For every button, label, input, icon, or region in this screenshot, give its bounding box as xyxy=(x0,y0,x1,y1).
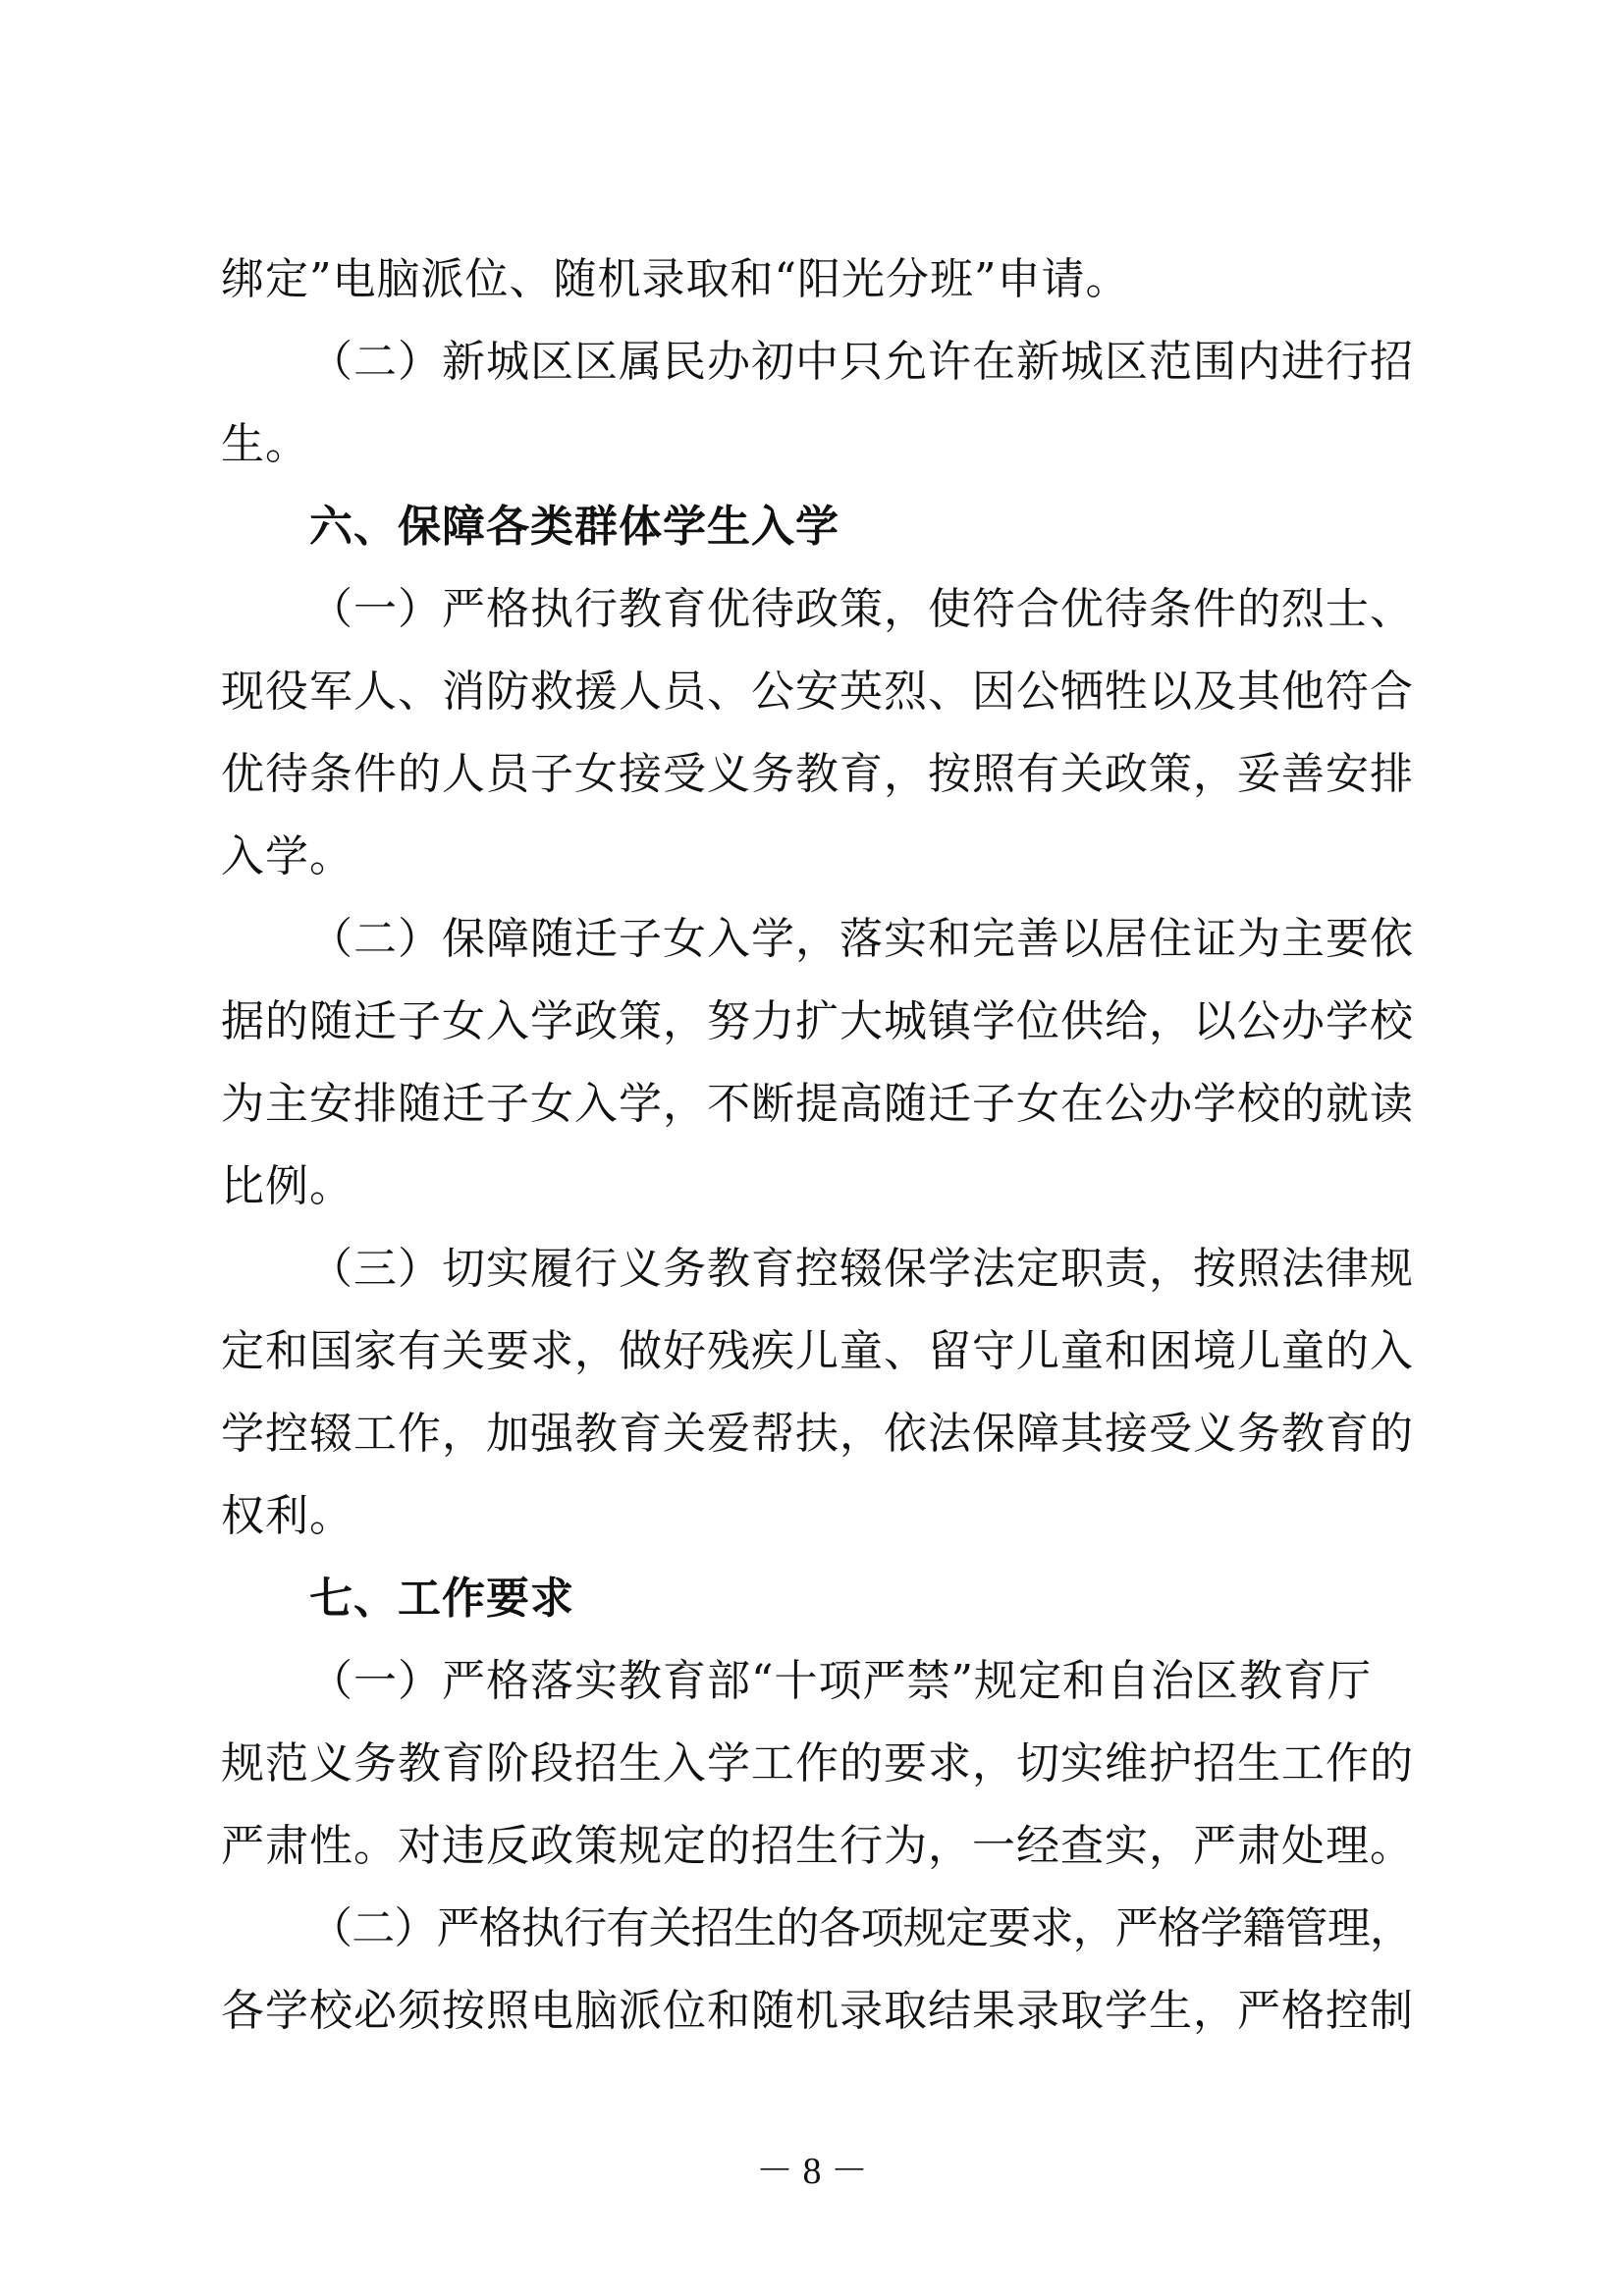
paragraph xyxy=(221,568,1414,898)
paragraph xyxy=(221,1228,1414,1558)
paragraph-line: 权利。 xyxy=(221,1491,353,1541)
section-heading: 七、工作要求 xyxy=(309,1574,574,1624)
section-heading: 六、保障各类群体学生入学 xyxy=(309,502,839,552)
paragraph-line: （二）严格执行有关招生的各项规定要求，严格学籍管理， xyxy=(309,1903,1413,1953)
paragraph-line: 学控辍工作，加强教育关爱帮扶，依法保障其接受义务教育的 xyxy=(221,1409,1414,1459)
paragraph xyxy=(221,1640,1414,1888)
paragraph-line: 各学校必须按照电脑派位和随机录取结果录取学生，严格控制 xyxy=(221,1986,1414,2036)
paragraph-line: （二）保障随迁子女入学，落实和完善以居住证为主要依 xyxy=(309,914,1414,964)
paragraph-line: 比例。 xyxy=(221,1161,353,1211)
paragraph-line: 据的随迁子女入学政策，努力扩大城镇学位供给，以公办学校 xyxy=(221,996,1414,1046)
paragraph-line: （一）严格执行教育优待政策，使符合优待条件的烈士、 xyxy=(309,584,1414,634)
paragraph-line: 绑定”电脑派位、随机录取和“阳光分班”申请。 xyxy=(221,254,1130,304)
paragraph-line: 入学。 xyxy=(221,831,353,881)
section-7 xyxy=(221,1558,1414,2053)
paragraph-line: 规范义务教育阶段招生入学工作的要求，切实维护招生工作的 xyxy=(221,1738,1414,1789)
paragraph xyxy=(221,1888,1414,2053)
section-6 xyxy=(221,486,1414,1558)
paragraph-line: 严肃性。对违反政策规定的招生行为，一经查实，严肃处理。 xyxy=(221,1821,1414,1871)
section-5-continued xyxy=(221,239,1414,486)
document-body xyxy=(221,239,1414,2053)
paragraph-line: （三）切实履行义务教育控辍保学法定职责，按照法律规 xyxy=(309,1244,1414,1294)
paragraph xyxy=(221,898,1414,1228)
paragraph-line: 优待条件的人员子女接受义务教育，按照有关政策，妥善安排 xyxy=(221,749,1414,799)
paragraph-line: （一）严格落实教育部“十项严禁”规定和自治区教育厅 xyxy=(309,1656,1372,1706)
paragraph xyxy=(221,321,1414,486)
paragraph-line: 为主安排随迁子女入学，不断提高随迁子女在公办学校的就读 xyxy=(221,1079,1414,1129)
paragraph-line: （二）新城区区属民办初中只允许在新城区范围内进行招 xyxy=(309,337,1414,387)
paragraph-line: 生。 xyxy=(221,419,309,469)
paragraph-line: 定和国家有关要求，做好残疾儿童、留守儿童和困境儿童的入 xyxy=(221,1326,1414,1376)
paragraph xyxy=(221,239,1414,321)
page-number: － 8 － xyxy=(755,2151,868,2192)
paragraph-line: 现役军人、消防救援人员、公安英烈、因公牺牲以及其他符合 xyxy=(221,667,1414,717)
